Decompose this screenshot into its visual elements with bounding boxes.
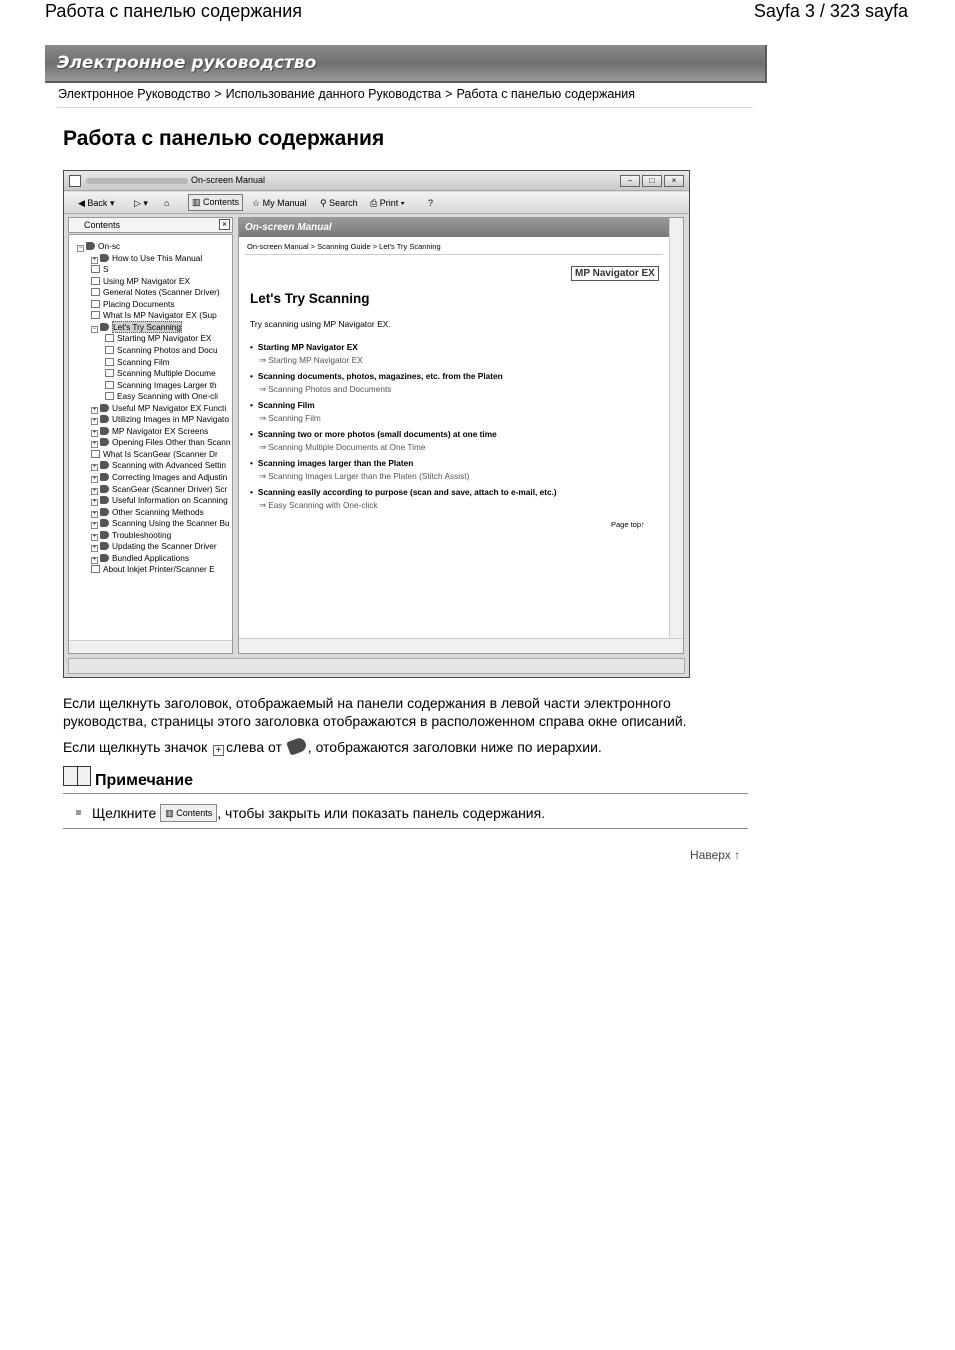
my-manual-button[interactable]: ☆ My Manual xyxy=(252,198,307,208)
expand-plus-icon[interactable]: + xyxy=(92,476,97,482)
page-icon xyxy=(105,369,114,377)
tree-item[interactable] xyxy=(91,276,190,287)
close-contents-icon[interactable]: × xyxy=(219,219,230,230)
tree-item-label: What Is MP Navigator EX (Sup xyxy=(103,310,217,321)
tree-item-label: Scanning Images Larger th xyxy=(117,379,217,390)
tree-item[interactable] xyxy=(91,530,171,541)
app-icon xyxy=(69,175,81,187)
description-intro: Try scanning using MP Navigator EX. xyxy=(250,319,391,329)
paragraph: Если щелкнуть заголовок, отображаемый на панели содержания в левой части электронного руководства, страницы этого заголовка отображаются в расположенном справа окне описаний. xyxy=(63,695,687,729)
section-link[interactable]: ⇒ Easy Scanning with One-click xyxy=(259,500,378,510)
tree-item-label: Opening Files Other than Scann xyxy=(112,437,231,448)
tree-item-label: How to Use This Manual xyxy=(112,252,203,263)
tree-item-label: ScanGear (Scanner Driver) Scr xyxy=(112,483,228,494)
paragraph: Если щелкнуть значок + слева от , отображаются заголовки ниже по иерархии. xyxy=(63,738,602,756)
book-open-icon xyxy=(100,323,109,331)
tree-item[interactable] xyxy=(91,472,227,483)
section-link[interactable]: ⇒ Scanning Images Larger than the Platen (Stitch Assist) xyxy=(259,471,470,481)
tree-item[interactable] xyxy=(105,357,170,368)
tree-item[interactable] xyxy=(91,507,204,518)
section-title: • Scanning images larger than the Platen xyxy=(250,458,413,468)
status-bar xyxy=(68,658,685,674)
back-arrow-icon: ◀ xyxy=(78,198,88,208)
note-book-icon xyxy=(63,766,91,786)
tree-item[interactable] xyxy=(91,518,230,529)
page-icon xyxy=(105,346,114,354)
window-titlebar xyxy=(64,171,689,191)
page-icon xyxy=(91,300,100,308)
expand-plus-icon[interactable]: + xyxy=(92,406,97,413)
page-top-link[interactable]: Page top↑ xyxy=(611,520,645,529)
breadcrumb-current: Работа с панелью содержания xyxy=(456,87,635,101)
page-icon xyxy=(105,392,114,400)
back-button[interactable]: ◀ Back ▾ xyxy=(78,198,115,208)
expand-plus-icon[interactable]: + xyxy=(92,522,97,529)
expand-plus-icon[interactable]: + xyxy=(92,556,97,563)
page-top-link[interactable]: Наверх ↑ xyxy=(690,848,741,862)
page-icon xyxy=(105,358,114,366)
tree-item[interactable] xyxy=(91,299,174,310)
tree-item[interactable] xyxy=(91,322,182,333)
breadcrumb-link-usage[interactable]: Использование данного Руководства xyxy=(225,87,442,101)
tree-item[interactable] xyxy=(91,437,231,448)
section-title: • Scanning Film xyxy=(250,400,315,410)
expand-plus-icon[interactable]: − xyxy=(92,325,97,332)
tree-item-label: S xyxy=(103,264,109,275)
expand-plus-icon: + xyxy=(213,745,224,756)
book-icon xyxy=(100,485,109,493)
forward-button[interactable] xyxy=(134,196,148,210)
divider xyxy=(57,107,753,108)
description-banner: On-screen Manual xyxy=(239,218,669,237)
tree-item-label: Useful Information on Scanning xyxy=(112,495,228,506)
book-icon xyxy=(100,438,109,446)
expand-plus-icon[interactable]: + xyxy=(92,545,97,552)
section-link[interactable]: ⇒ Scanning Film xyxy=(259,413,321,423)
description-breadcrumb[interactable]: On-screen Manual > Scanning Guide > Let's Try Scanning xyxy=(247,242,441,251)
tree-item-label: Scanning Photos and Docu xyxy=(117,344,218,355)
help-icon[interactable]: ? xyxy=(428,198,434,208)
breadcrumb xyxy=(58,86,635,102)
note-text: Щелкните ▥ Contents , чтобы закрыть или показать панель содержания. xyxy=(92,805,546,821)
book-icon xyxy=(100,404,109,412)
tree-item[interactable] xyxy=(91,414,229,425)
book-icon xyxy=(100,427,109,435)
section-link[interactable]: ⇒ Scanning Multiple Documents at One Time xyxy=(259,442,426,452)
book-icon xyxy=(100,519,109,527)
tree-item[interactable] xyxy=(91,449,218,460)
tree-item[interactable] xyxy=(91,553,189,564)
contents-pane-header: Contents × xyxy=(68,217,233,233)
tree-item[interactable] xyxy=(91,310,217,321)
section-title: • Starting MP Navigator EX xyxy=(250,342,358,352)
tree-item-label: Bundled Applications xyxy=(112,552,190,563)
tree-item-label: Easy Scanning with One-cli xyxy=(117,391,218,402)
tree-item-label: Scanning with Advanced Settin xyxy=(112,460,226,471)
page-icon xyxy=(91,450,100,458)
book-icon xyxy=(100,415,109,423)
tree-item-label: Placing Documents xyxy=(103,298,175,309)
tree-item[interactable] xyxy=(91,541,217,552)
tree-item-label: About Inkjet Printer/Scanner E xyxy=(103,564,215,575)
tree-item[interactable] xyxy=(105,345,218,356)
banner-title: Электронное руководство xyxy=(57,53,317,73)
expand-plus-icon[interactable]: + xyxy=(92,510,97,517)
tree-item-label: Other Scanning Methods xyxy=(112,506,204,517)
breadcrumb-link-home[interactable]: Электронное Руководство xyxy=(58,87,211,101)
tree-item-label: Troubleshooting xyxy=(112,529,172,540)
print-button[interactable]: ⎙ Print ▾ xyxy=(370,198,405,208)
page-icon xyxy=(91,288,100,296)
expand-plus-icon[interactable]: + xyxy=(92,418,97,425)
manual-banner xyxy=(45,45,767,83)
tree-item-label: Utilizing Images in MP Navigato xyxy=(112,414,229,425)
tree-item[interactable] xyxy=(91,287,220,298)
forward-arrow-icon: ▷ ▾ xyxy=(134,198,148,208)
contents-button-image: ▥ Contents xyxy=(160,804,217,822)
tree-item-label: Useful MP Navigator EX Functi xyxy=(112,402,227,413)
tree-item-label: MP Navigator EX Screens xyxy=(112,425,209,436)
star-icon: ☆ xyxy=(252,198,263,208)
page-icon xyxy=(105,381,114,389)
expand-plus-icon[interactable]: + xyxy=(92,499,97,506)
product-badge: MP Navigator EX xyxy=(571,266,659,281)
book-icon xyxy=(100,496,109,504)
page-icon xyxy=(91,311,100,319)
book-icon xyxy=(100,508,109,516)
contents-button[interactable]: ▥ Contents xyxy=(188,194,243,211)
tree-item-label: Starting MP Navigator EX xyxy=(117,333,212,344)
book-icon xyxy=(86,242,95,250)
page-icon xyxy=(91,277,100,285)
book-icon xyxy=(100,542,109,550)
tree-item-label: Scanning Using the Scanner Bu xyxy=(112,518,230,529)
vertical-scrollbar[interactable] xyxy=(669,218,683,638)
page-icon xyxy=(105,334,114,342)
tree-item[interactable] xyxy=(91,564,215,575)
manual-window-screenshot xyxy=(63,170,690,678)
tree-item-label: Using MP Navigator EX xyxy=(103,275,190,286)
section-link[interactable]: ⇒ Starting MP Navigator EX xyxy=(259,355,363,365)
tree-item-label: On-sc xyxy=(98,241,121,251)
up-arrow-icon: ↑ xyxy=(734,848,741,862)
book-icon xyxy=(100,531,109,539)
expand-plus-icon[interactable]: + xyxy=(92,464,97,471)
minimize-icon[interactable]: – xyxy=(620,175,640,187)
tree-item[interactable] xyxy=(91,460,226,471)
description-pane xyxy=(238,217,684,654)
divider xyxy=(63,828,748,829)
tree-item[interactable] xyxy=(91,484,227,495)
tree-item[interactable] xyxy=(91,403,226,414)
divider xyxy=(245,254,663,255)
section-link[interactable]: ⇒ Scanning Photos and Documents xyxy=(259,384,392,394)
description-heading: Let's Try Scanning xyxy=(250,291,370,306)
tree-item[interactable] xyxy=(91,253,202,264)
tree-item[interactable] xyxy=(105,391,218,402)
page-counter: Sayfa 3 / 323 sayfa xyxy=(753,1,908,21)
tree-item-label: Scanning Multiple Docume xyxy=(117,368,216,379)
home-icon[interactable]: ⌂ xyxy=(164,198,170,208)
section-title: • Scanning documents, photos, magazines, etc. from the Platen xyxy=(250,371,503,381)
tree-item-label: Correcting Images and Adjustin xyxy=(112,472,228,482)
blurred-product-name xyxy=(86,178,188,184)
tree-item[interactable] xyxy=(105,380,217,391)
note-title: Примечание xyxy=(95,772,194,789)
bullet-icon xyxy=(76,810,81,815)
book-icon xyxy=(100,554,109,562)
tree-item-label: General Notes (Scanner Driver) xyxy=(103,287,220,298)
page-icon xyxy=(91,565,100,573)
maximize-icon[interactable]: □ xyxy=(642,175,662,187)
page-icon xyxy=(91,265,100,273)
book-icon xyxy=(100,254,109,262)
expand-plus-icon[interactable]: − xyxy=(78,245,83,251)
contents-icon: ▥ xyxy=(192,197,204,207)
print-icon: ⎙ xyxy=(370,198,380,208)
book-icon xyxy=(100,473,109,481)
tree-item[interactable] xyxy=(105,333,211,344)
search-icon: ⚲ xyxy=(320,198,330,208)
tree-item-label: Updating the Scanner Driver xyxy=(112,541,217,552)
tree-item[interactable] xyxy=(77,241,120,252)
breadcrumb-separator: > xyxy=(214,87,222,101)
expand-plus-icon[interactable]: + xyxy=(92,441,97,448)
expand-plus-icon[interactable]: + xyxy=(92,487,97,494)
horizontal-scrollbar[interactable] xyxy=(239,638,683,653)
page-title: Работа с панелью содержания xyxy=(63,127,385,150)
search-button[interactable]: ⚲ Search xyxy=(320,198,358,208)
document-title: Работа с панелью содержания xyxy=(45,1,303,21)
section-title: • Scanning two or more photos (small documents) at one time xyxy=(250,429,497,439)
divider xyxy=(63,793,748,794)
tree-item[interactable] xyxy=(91,495,228,506)
close-icon[interactable]: × xyxy=(664,175,684,187)
expand-plus-icon[interactable]: + xyxy=(92,533,97,540)
tree-item-label: What Is ScanGear (Scanner Dr xyxy=(103,448,218,459)
book-icon xyxy=(286,736,308,755)
tree-item-label: Scanning Film xyxy=(117,356,170,367)
expand-plus-icon[interactable]: + xyxy=(92,429,97,436)
tree-item-label: Let's Try Scanning xyxy=(113,321,181,332)
tree-item[interactable] xyxy=(105,368,216,379)
expand-plus-icon[interactable]: + xyxy=(92,256,97,263)
tree-item[interactable] xyxy=(91,264,109,275)
tree-item[interactable] xyxy=(91,426,208,437)
contents-tree xyxy=(68,234,233,654)
window-title: On-screen Manual xyxy=(191,175,266,185)
section-title: • Scanning easily according to purpose (scan and save, attach to e-mail, etc.) xyxy=(250,487,557,497)
window-toolbar xyxy=(64,192,689,214)
book-icon xyxy=(100,461,109,469)
breadcrumb-separator: > xyxy=(445,87,453,101)
horizontal-scrollbar[interactable] xyxy=(69,640,232,654)
